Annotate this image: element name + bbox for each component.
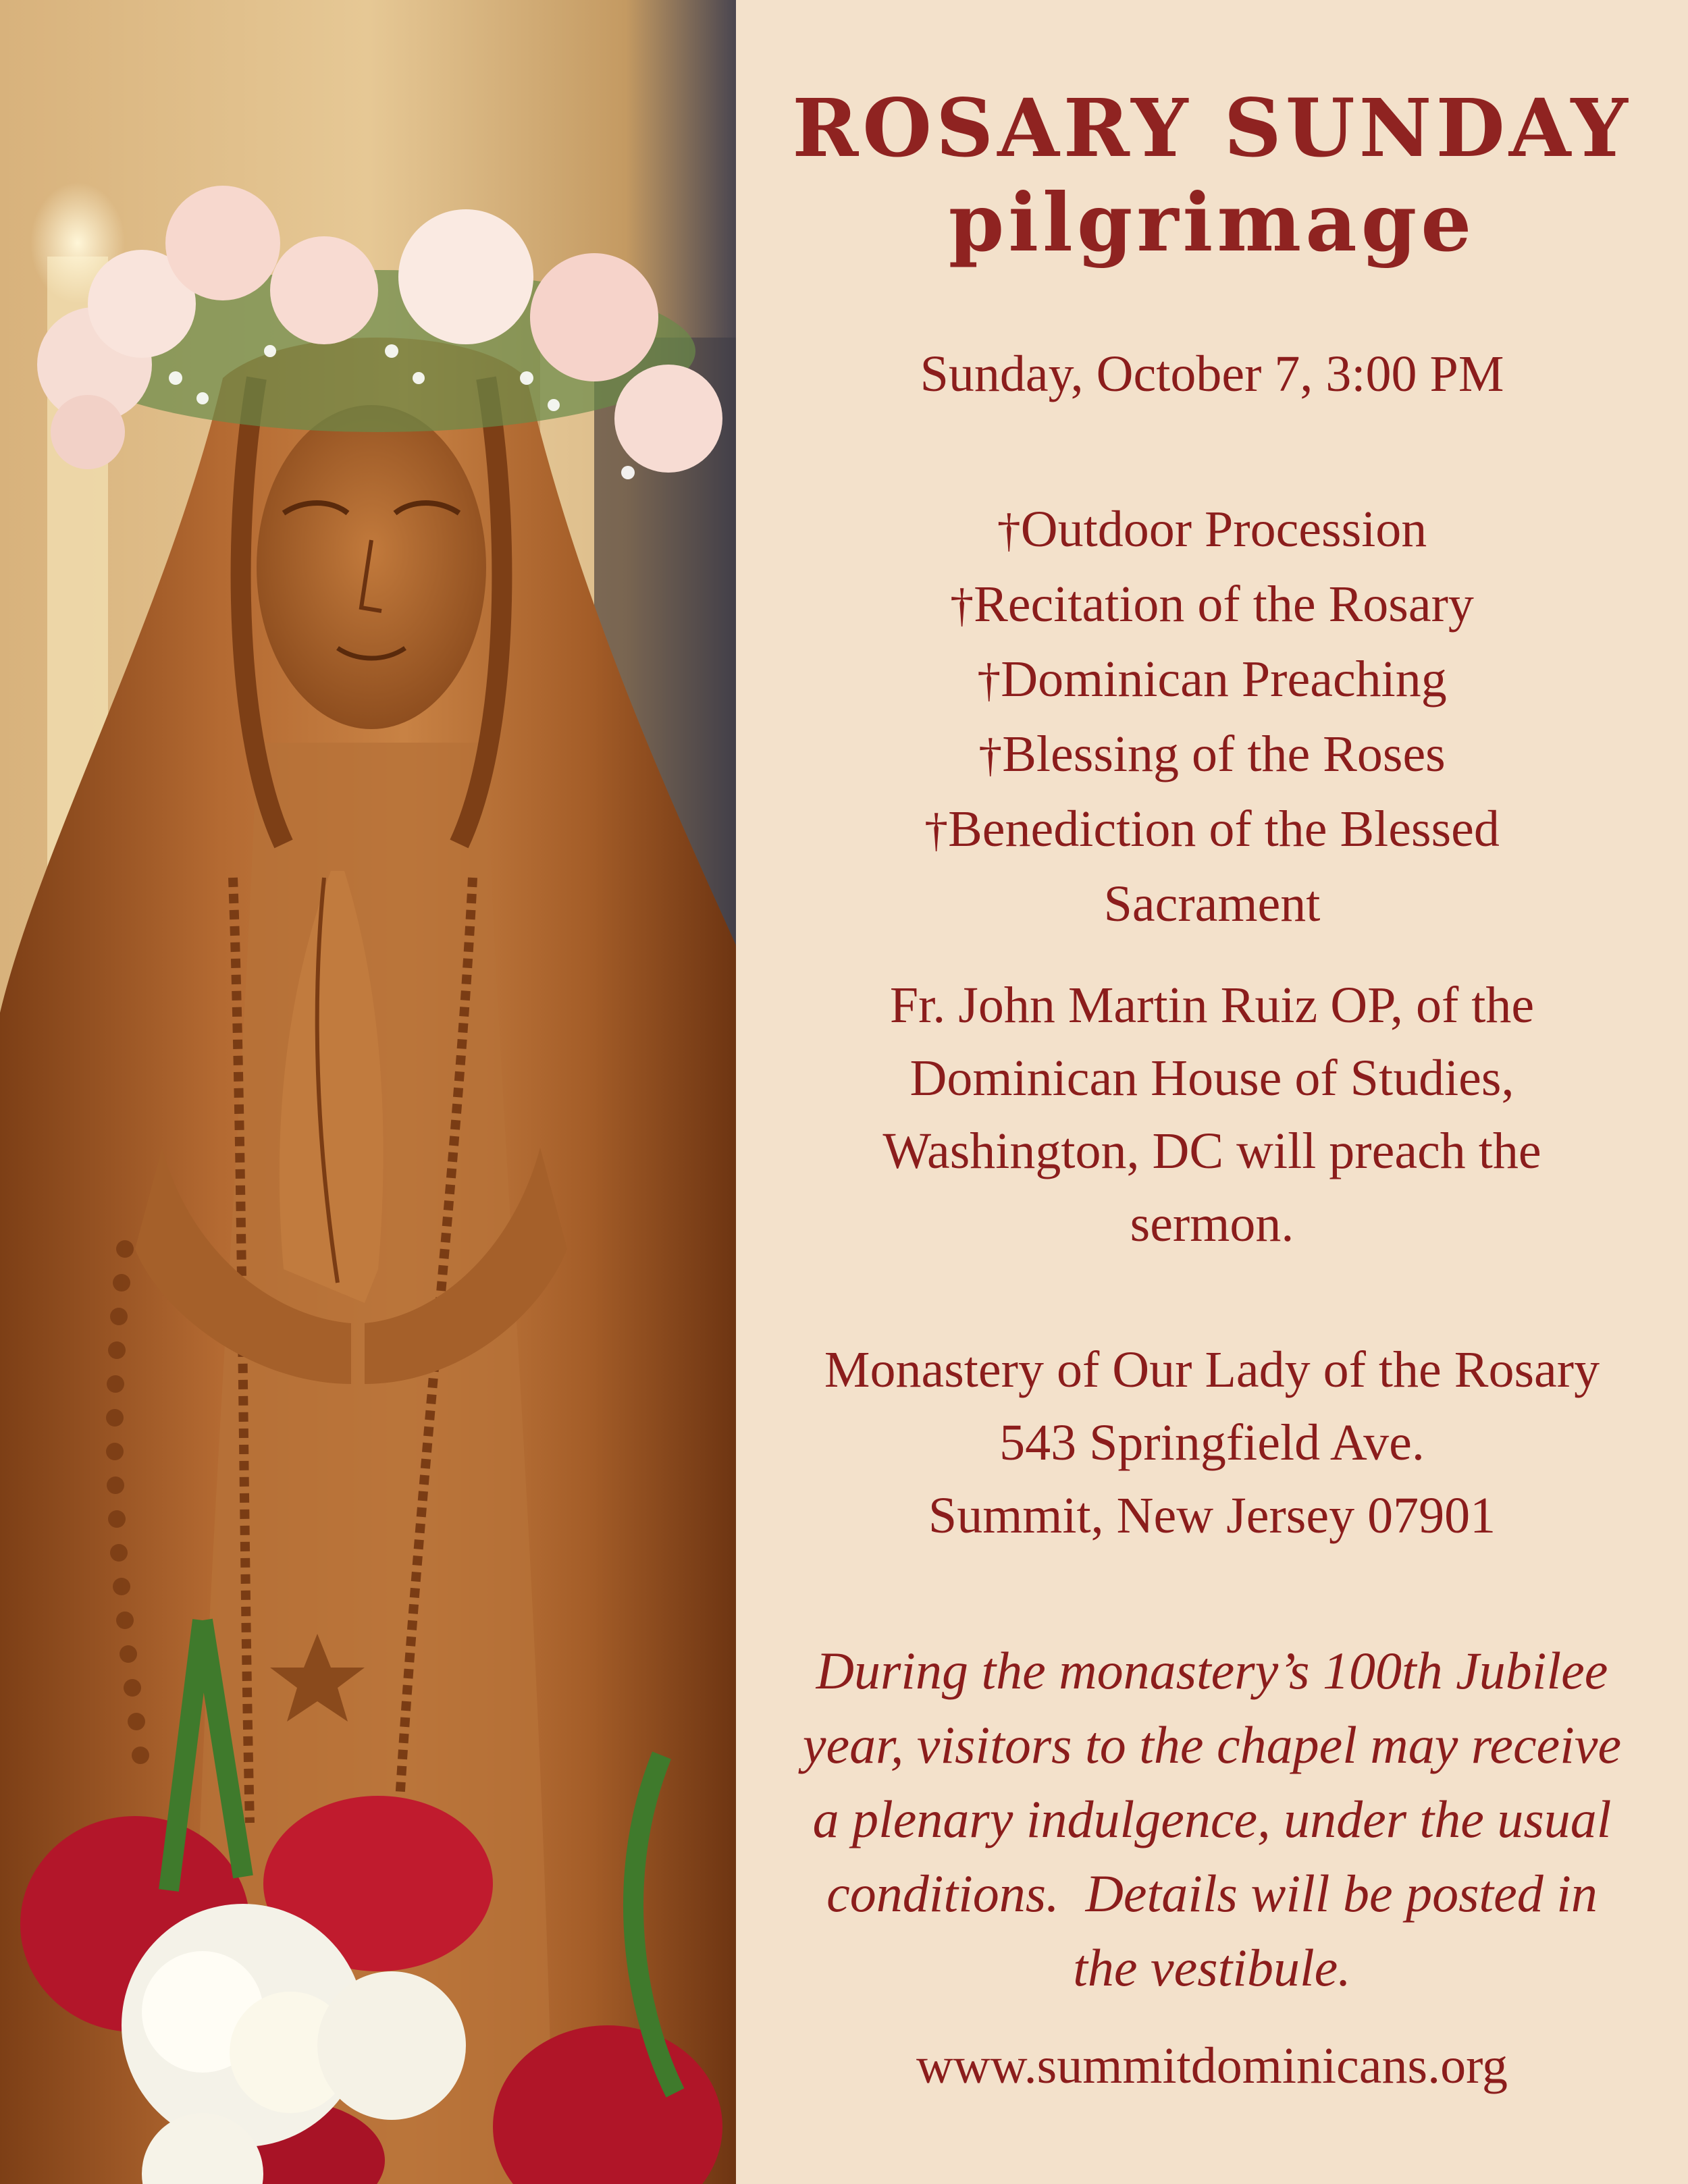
monastery-name: Monastery of Our Lady of the Rosary [824, 1341, 1600, 1398]
list-item [763, 718, 1661, 793]
jubilee-line: the vestibule. [1073, 1938, 1351, 1997]
jubilee-line: year, visitors to the chapel may receive [802, 1715, 1622, 1774]
preacher-line: Washington, DC will preach the [882, 1123, 1541, 1179]
preacher-line: sermon. [1130, 1196, 1294, 1252]
title-line-2: pilgrimage [948, 176, 1476, 269]
list-item-label: Dominican Preaching [1001, 651, 1447, 708]
list-item [763, 643, 1661, 718]
dagger-icon: † [950, 580, 974, 632]
preacher-line: Dominican House of Studies, [909, 1050, 1514, 1107]
dagger-icon: † [978, 730, 1003, 782]
jubilee-notice [773, 1634, 1651, 2005]
list-item-label: Sacrament [1103, 876, 1321, 932]
dagger-icon: † [977, 655, 1001, 707]
list-item-label: Benediction of the Blessed [948, 801, 1500, 857]
list-item [763, 868, 1661, 942]
event-date: Sunday, October 7, 3:00 PM [920, 346, 1504, 402]
list-item-label: Blessing of the Roses [1002, 726, 1446, 782]
street-address: 543 Springfield Ave. [999, 1414, 1425, 1471]
jubilee-line: a plenary indulgence, under the usual [812, 1790, 1612, 1848]
list-item [763, 793, 1661, 868]
list-item [763, 493, 1661, 568]
city-state-zip: Summit, New Jersey 07901 [928, 1487, 1496, 1544]
preacher-info [763, 969, 1661, 1260]
jubilee-line: During the monastery’s 100th Jubilee [816, 1641, 1608, 1700]
title-line-1: ROSARY SUNDAY [792, 81, 1632, 175]
statue-photo [0, 0, 736, 2184]
list-item-label: Recitation of the Rosary [974, 576, 1474, 633]
website-link[interactable]: www.summitdominicans.org [916, 2037, 1508, 2094]
preacher-line: Fr. John Martin Ruiz OP, of the [889, 977, 1535, 1034]
dagger-icon: † [924, 805, 949, 857]
list-item-label: Outdoor Procession [1020, 501, 1427, 558]
jubilee-line: conditions. Details will be posted in [826, 1864, 1598, 1923]
event-list [763, 493, 1661, 942]
list-item [763, 568, 1661, 643]
address-block [763, 1333, 1661, 1552]
dagger-icon: † [997, 505, 1021, 557]
text-panel [736, 0, 1688, 2184]
